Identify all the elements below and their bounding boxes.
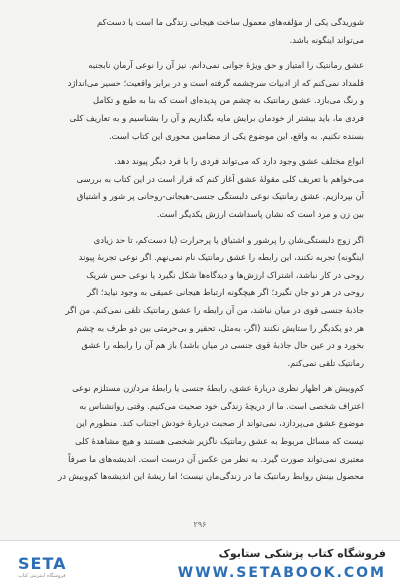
- page-number: ۲۹۶: [193, 520, 207, 529]
- page-text: [44, 14, 364, 494]
- paragraph: [44, 14, 364, 49]
- text-line: فردی ما، باید بیشتر از خودمان برایش مایه بگذاریم و آن را بشناسیم و به تعاریف کلی: [69, 112, 364, 123]
- logo-text: SETA: [18, 554, 67, 573]
- store-name: فروشگاه کتاب پزشکی ستابوک: [218, 547, 386, 560]
- text-line: آن بپردازیم. عشق رمانتیک نوعی دلبستگی جنسی-هیجانی-روحانی پر شور و اشتیاق: [76, 191, 364, 202]
- text-line: می‌خواهم با تعریف کلی مقولهٔ عشق آغاز کنم که قرار است در این کتاب به بررسی: [76, 173, 364, 184]
- text-line: قلمداد نمی‌کنم که از ادبیات سرچشمه گرفته است و در برابر واقعیت؛ حسیر می‌انداژد: [67, 77, 364, 88]
- text-line: بخورد و در عین حال جاذبهٔ قوی جنسی در میان باشد) باز هم آن را رابطه را عشق: [81, 340, 364, 351]
- text-line: انواع مختلف عشق وجود دارد که می‌تواند فردی را با فرد دیگر پیوند دهد.: [114, 156, 364, 167]
- text-line: نیست که مسائل مربوط به عشق رمانتیک ناگزیر شخصی هستند و هیچ مشاهدهٔ کلی: [75, 436, 364, 447]
- text-line: بین زن و مرد است که نشان پاسداشت ارزش یکدیگر است.: [156, 208, 364, 219]
- text-line: اعتراف شخصی است. ما از دریچهٔ زندگی خود صحبت می‌کنیم. وقتی روانشناس به: [79, 400, 364, 411]
- store-url-link[interactable]: WWW.SETABOOK.COM: [177, 565, 386, 581]
- text-line: روحی در هر دو جان نگیرد؛ اگر هیچگونه ارتباط هیجانی عمیقی به وجود نیاید؛ اگر: [87, 287, 364, 298]
- text-line: هر دو یکدیگر را ستایش نکنند (اگر، به‌مثل، تحقیر و بی‌حرمتی بین دو طرف به چشم: [76, 322, 364, 333]
- logo-tagline: فروشگاه اینترنتی کتاب: [18, 573, 66, 579]
- text-line: معتبری نمی‌تواند صورت گیرد. به نظر من عکس آن درست است. اندیشه‌های ما صرفاً: [68, 453, 364, 464]
- text-line: و رنگ می‌بازد. عشق رمانتیک به چشم من پدیده‌ای است که بنا به طبع و تکامل: [93, 95, 364, 106]
- paragraph: [44, 57, 364, 145]
- paragraph: [44, 380, 364, 486]
- footer-banner: [0, 540, 400, 588]
- text-line: روحی در کار نباشد، اشتراک ارزش‌ها و دیدگاه‌ها شکل نگیرد یا نوعی حس شریک: [86, 269, 364, 280]
- paragraph: [44, 153, 364, 223]
- text-line: بسنده نکنیم. به واقع، این موضوع یکی از مضامین محوری این کتاب است.: [109, 130, 364, 141]
- text-line: رمانتیک تلقی نمی‌کنم.: [287, 357, 364, 368]
- text-line: اینگونه) تجربه نکنند، این رابطه را عشق رمانتیک نام نمی‌نهم. اگر نوعی تجربهٔ پیوند: [78, 252, 364, 263]
- text-line: جاذبهٔ جنسی قوی در میان نباشد، من آن رابطه را عشق رمانتیک تلقی نمی‌کنم. من اگر: [65, 304, 364, 315]
- text-line: شوریدگی یکی از مؤلفه‌های معمول ساخت هیجانی زندگی ما است یا دست‌کم: [96, 17, 364, 27]
- text-line: عشق رمانتیک را امتیاز و حق ویژهٔ جوانی نمی‌دانم. نیز آن را نوعی آرمان نابجنبه: [88, 60, 364, 71]
- text-line: می‌تواند اینگونه باشد.: [289, 34, 364, 45]
- paragraph: [44, 232, 364, 373]
- text-line: کم‌وبیش هر اظهار نظری دربارهٔ عشق، رابطهٔ جنسی یا رابطهٔ مرد/زن مستلزم نوعی: [72, 383, 364, 394]
- seta-logo[interactable]: [8, 548, 94, 582]
- text-line: اگر زوج دلبستگی‌شان را پرشور و اشتیاق یا پرحرارت (یا دست‌کم، تا حد زیادی: [93, 234, 364, 245]
- text-line: محصول بینش روابط رمانتیک ما در زندگی‌مان نیست؛ اما ریشهٔ این اندیشه‌ها کم‌وبیش در: [58, 471, 364, 482]
- text-line: موضوع عشق می‌پردازد، نمی‌تواند از صحبت دربارهٔ خودش اجتناب کند. منظورم این: [75, 418, 364, 429]
